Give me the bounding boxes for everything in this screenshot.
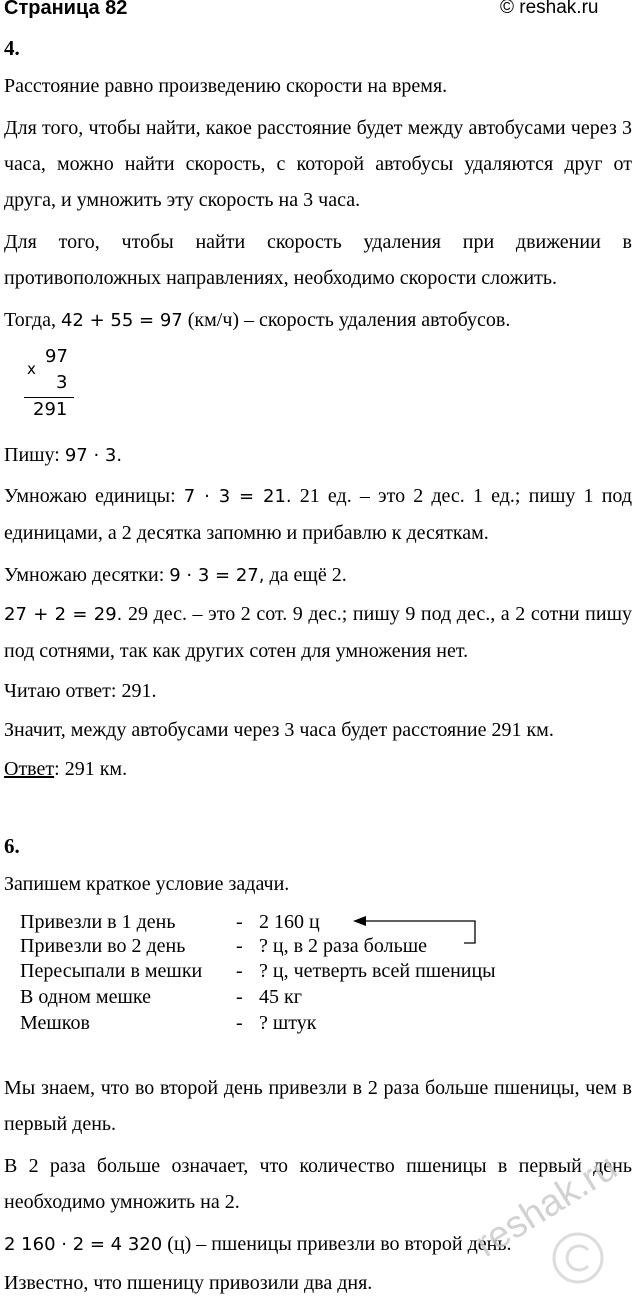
condition-value: ? ц, четверть всей пшеницы <box>259 960 496 982</box>
math-expression: 27 + 2 = 29. <box>4 604 123 625</box>
text: да ещё 2. <box>264 564 347 586</box>
text: (км/ч) – скорость удаления автобусов. <box>182 309 511 331</box>
answer-text: : 291 км. <box>54 758 128 780</box>
task-number-4: 4. <box>4 36 20 60</box>
paragraph: В 2 раза больше означает, что количество пшеницы в первый день необходимо умножить на 2. <box>4 1155 632 1213</box>
paragraph: Читаю ответ: 291. <box>4 680 157 702</box>
watermark-copyright-icon <box>548 1228 608 1288</box>
comparison-arrow <box>350 910 490 950</box>
answer <box>4 751 632 787</box>
paragraph: Расстояние равно произведению скорости на время. <box>4 75 448 97</box>
text: 29 дес. – это 2 сот. 9 дес.; пишу 9 под дес., а 2 сотни пишу под сотнями, так как других сотен для умножения нет. <box>4 603 632 662</box>
paragraph: Мы знаем, что во второй день привезли в 2 раза больше пшеницы, чем в первый день. <box>4 1077 632 1135</box>
paragraph <box>4 557 632 594</box>
math-expression: 2 160 · 2 = 4 320 <box>4 1234 163 1255</box>
column-top: 97 <box>45 346 68 367</box>
math-expression: 42 + 55 = 97 <box>60 310 183 331</box>
paragraph <box>4 302 632 339</box>
answer-label: Ответ <box>4 758 55 780</box>
paragraph <box>4 596 632 669</box>
page-title: Страница 82 <box>4 0 128 19</box>
multiply-sign: x <box>27 360 36 378</box>
condition-value: ? ц, в 2 раза больше <box>259 935 427 957</box>
text: (ц) – пшеницы привезли во второй день. <box>162 1233 512 1255</box>
text: Пишу: <box>4 444 65 466</box>
column-result: 291 <box>33 399 68 420</box>
text: Тогда, <box>4 309 61 331</box>
math-expression: 97 · 3. <box>64 445 123 466</box>
paragraph: Для того, чтобы найти скорость удаления при движении в противоположных направлениях, необходимо скорости сложить. <box>4 231 632 289</box>
condition-dash: - <box>236 960 243 982</box>
math-expression: 9 · 3 = 27, <box>169 565 265 586</box>
text: Умножаю десятки: <box>4 564 170 586</box>
condition-value: 45 кг <box>259 986 302 1008</box>
condition-dash: - <box>236 1012 243 1034</box>
paragraph: Известно, что пшеницу привозили два дня. <box>4 1272 373 1294</box>
text: 21 ед. – это 2 дес. 1 ед.; пишу 1 под единицами, а 2 десятка запомню и прибавлю к десяткам. <box>4 485 632 544</box>
paragraph <box>4 478 632 551</box>
paragraph <box>4 437 632 474</box>
math-expression: 7 · 3 = 21. <box>183 486 292 507</box>
paragraph: Запишем краткое условие задачи. <box>4 873 290 895</box>
condition-dash: - <box>236 986 243 1008</box>
condition-label: Пересыпали в мешки <box>20 960 203 982</box>
text: Умножаю единицы: <box>4 485 184 507</box>
condition-value: ? штук <box>259 1012 317 1034</box>
condition-dash: - <box>236 911 243 933</box>
paragraph: Для того, чтобы найти, какое расстояние будет между автобусами через 3 часа, можно найти скорость, с которой автобусы удаляются друг от друга, и умножить эту скорость на 3 часа. <box>4 117 632 211</box>
task-number-6: 6. <box>4 834 20 858</box>
paragraph: Значит, между автобусами через 3 часа будет расстояние 291 км. <box>4 719 554 741</box>
condition-label: Привезли во 2 день <box>20 935 186 957</box>
condition-value: 2 160 ц <box>259 911 320 933</box>
watermark-logo: reshak.ru <box>468 1146 625 1266</box>
copyright-label: © reshak.ru <box>500 0 599 18</box>
column-multiplier: 3 <box>56 372 68 393</box>
condition-dash: - <box>236 935 243 957</box>
column-line <box>24 397 74 398</box>
condition-label: Мешков <box>20 1012 90 1034</box>
condition-label: Привезли в 1 день <box>20 911 176 933</box>
condition-label: В одном мешке <box>20 986 151 1008</box>
